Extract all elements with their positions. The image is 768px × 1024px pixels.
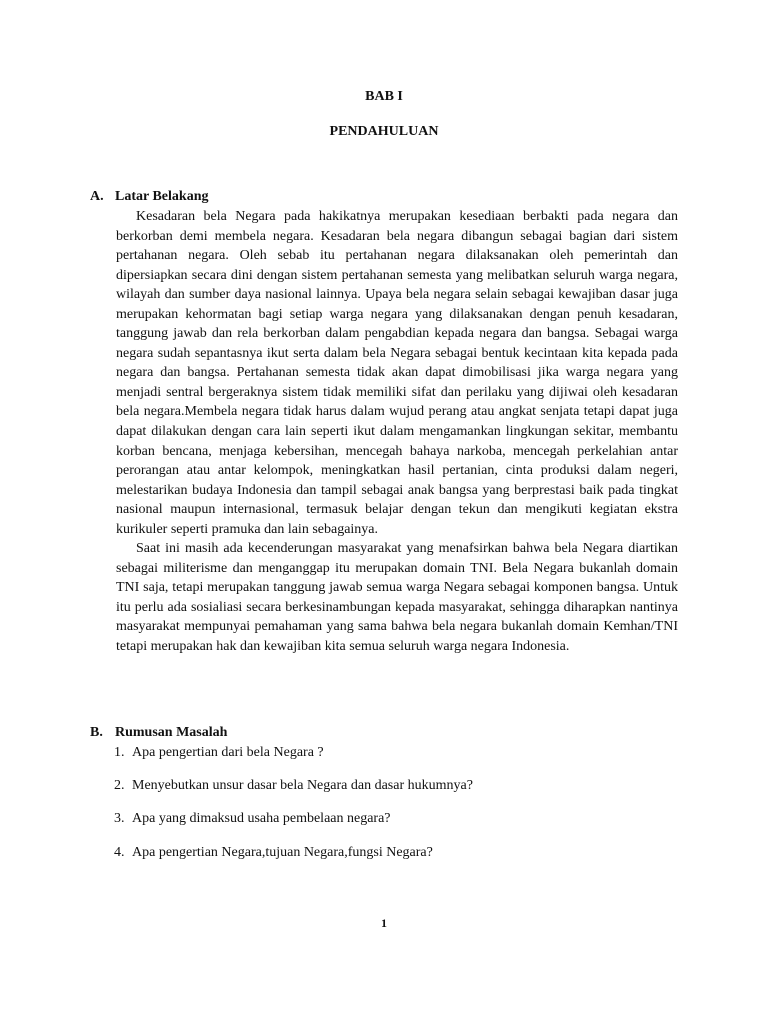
list-item xyxy=(114,845,433,861)
list-item-number: 4. xyxy=(114,845,125,860)
paragraph: Saat ini masih ada kecenderungan masyarakat yang menafsirkan bahwa bela Negara diartikan sebagai militerisme dan menganggap itu merupakan domain TNI. Bela Negara bukanlah domain TNI saja, tetapi merupakan tanggung jawab semua warga Negara sebagai komponen bangsa. Untuk itu perlu ada sosialiasi secara berkesinambungan kepada masyarakat, sehingga diharapkan nantinya masyarakat mempunyai pemahaman yang sama bahwa bela negara bukanlah domain Kemhan/TNI tetapi merupakan hak dan kewajiban kita semua seluruh warga negara Indonesia. xyxy=(116,541,678,655)
section-b-heading xyxy=(90,725,227,741)
section-b-letter: B. xyxy=(90,725,103,740)
page-number: 1 xyxy=(381,916,387,930)
section-a-title: Latar Belakang xyxy=(115,189,209,204)
list-item-text: Apa pengertian Negara,tujuan Negara,fungsi Negara? xyxy=(132,845,433,860)
section-a-heading xyxy=(90,189,208,205)
list-item-number: 2. xyxy=(114,778,125,793)
paragraph: Kesadaran bela Negara pada hakikatnya merupakan kesediaan berbakti pada negara dan berkorban demi membela negara. Kesadaran bela negara dibangun sebagai bagian dari sistem pertahanan negara. Oleh sebab itu pertahanan negara dilaksanakan oleh pemerintah dan dipersiapkan secara dini dengan sistem pertahanan semesta yang melibatkan seluruh warga negara, wilayah dan sumber daya nasional lainnya. Upaya bela negara selain sebagai kewajiban dasar juga merupakan kehormatan bagi setiap warga negara yang dilaksanakan dengan penuh kesadaran, tanggung jawab dan rela berkorban dalam pengabdian kepada negara dan bangsa. Sebagai warga negara sudah sepantasnya ikut serta dalam bela Negara sebagai bentuk kecintaan kita kepada pada negara dan bangsa. Pertahanan semesta tidak akan dapat dimobilisasi jika warga negara yang menjadi sentral bergeraknya sistem tidak memiliki sifat dan perilaku yang dijiwai oleh kesadaran bela negara.Membela negara tidak harus dalam wujud perang atau angkat senjata tetapi dapat juga dapat dilakukan dengan cara lain seperti ikut dalam mengamankan lingkungan sekitar, membantu korban bencana, menjaga kebersihan, mencegah bahaya narkoba, mencegah perkelahian antar perorangan atau antar kelompok, meningkatkan hasil pertanian, cinta produksi dalam negeri, melestarikan budaya Indonesia dan tampil sebagai anak bangsa yang berprestasi baik pada tingkat nasional maupun internasional, termasuk belajar dengan tekun dan mengikuti kegiatan ekstra kurikuler seperti pramuka dan lain sebagainya. xyxy=(116,209,678,537)
list-item xyxy=(114,745,324,761)
list-item-number: 1. xyxy=(114,745,125,760)
section-b-title: Rumusan Masalah xyxy=(115,725,228,740)
chapter-number: BAB I xyxy=(365,89,403,104)
section-a-body xyxy=(116,207,678,657)
chapter-title: PENDAHULUAN xyxy=(329,124,439,139)
list-item-text: Menyebutkan unsur dasar bela Negara dan dasar hukumnya? xyxy=(132,778,473,793)
list-item-text: Apa pengertian dari bela Negara ? xyxy=(132,745,324,760)
list-item xyxy=(114,778,473,794)
list-item-text: Apa yang dimaksud usaha pembelaan negara? xyxy=(132,811,391,826)
list-item-number: 3. xyxy=(114,811,125,826)
list-item xyxy=(114,811,391,827)
section-a-letter: A. xyxy=(90,189,104,204)
